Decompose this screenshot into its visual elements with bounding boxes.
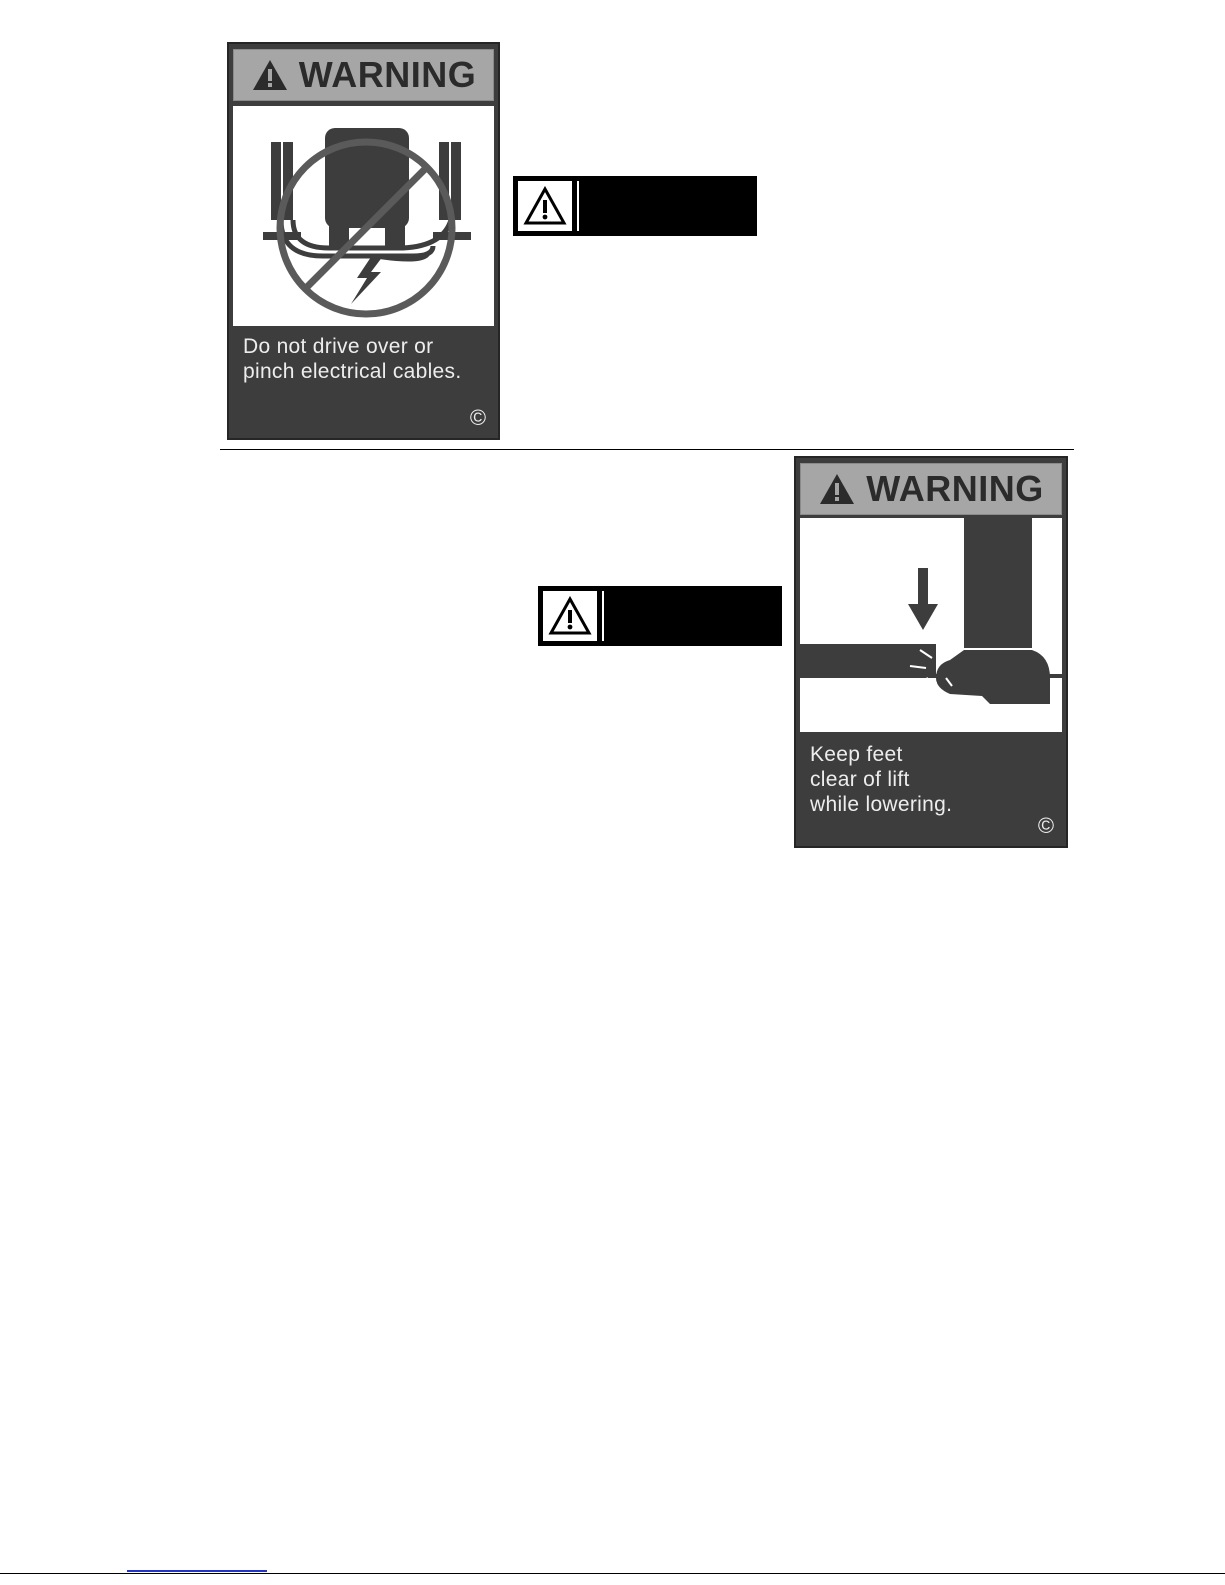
warning-triangle-icon [543,591,597,641]
caption-line: Do not drive over or [243,335,434,358]
copyright-mark: © [469,405,487,430]
warning-decal-cables [227,42,500,440]
decal-header [233,49,494,101]
alert-banner [513,176,757,236]
warning-triangle-icon [818,472,856,506]
warning-decal-feet [794,456,1068,848]
warning-triangle-icon [518,181,572,231]
banner-divider [577,181,579,231]
alert-banner [538,586,782,646]
footer-divider [0,1573,1225,1574]
decal-header-label: WARNING [866,468,1044,509]
caption-line: clear of lift [810,768,910,791]
decal-caption [243,334,461,384]
caption-line: while lowering. [810,793,953,816]
caption-line: Keep feet [810,743,903,766]
caption-line: pinch electrical cables. [243,360,462,383]
copyright-mark: © [1037,813,1055,838]
foot-crush-hazard-icon [800,518,1062,732]
decal-caption [810,742,952,817]
footer-link-underline[interactable] [127,1570,267,1572]
decal-header [800,463,1062,515]
no-driving-over-cables-icon [233,106,494,326]
warning-triangle-icon [251,58,289,92]
banner-divider [602,591,604,641]
section-divider [220,449,1074,450]
decal-header-label: WARNING [298,54,477,95]
